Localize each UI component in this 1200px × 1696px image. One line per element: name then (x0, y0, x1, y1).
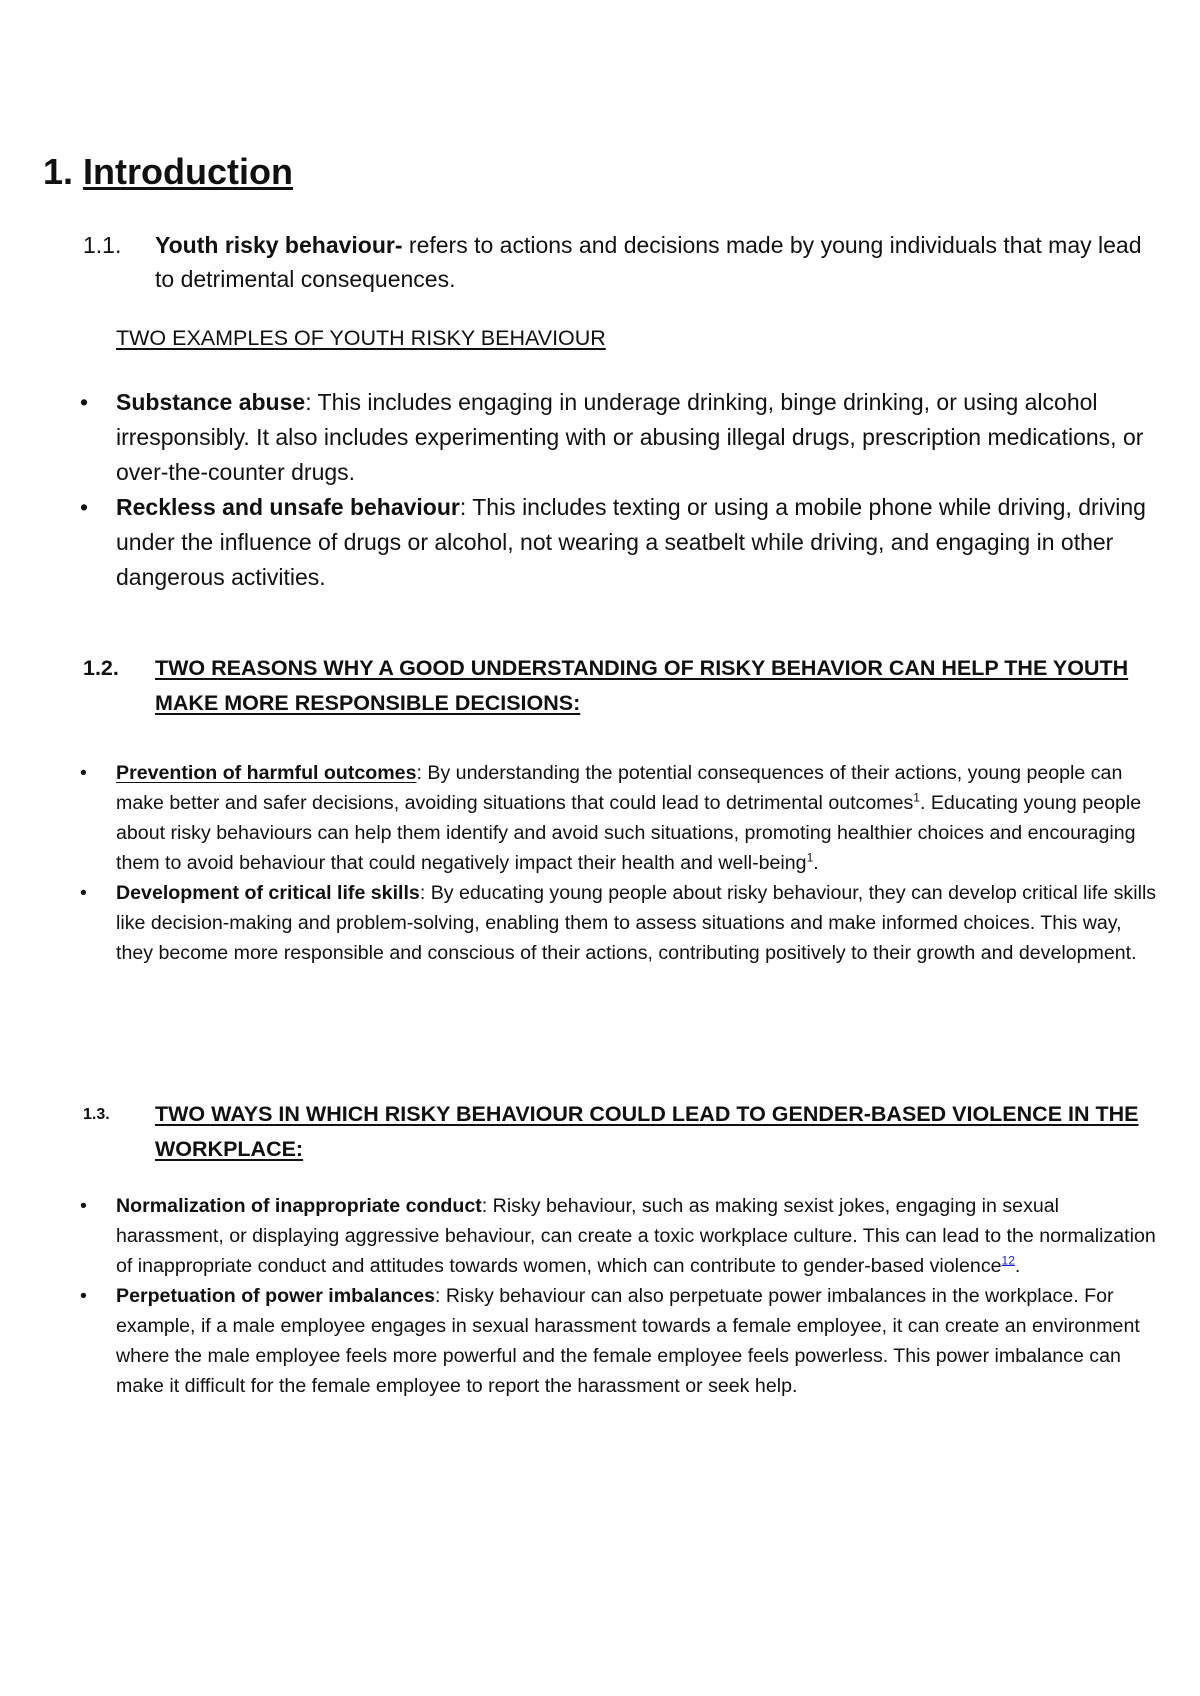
ways-list (80, 1191, 1164, 1401)
section-body (155, 228, 1160, 296)
title-number: 1. (43, 151, 74, 192)
bullet-icon: • (80, 1195, 87, 1217)
section-heading-text: TWO WAYS IN WHICH RISKY BEHAVIOUR COULD LEAD TO GENDER-BASED VIOLENCE IN THE WORKPLACE: (155, 1102, 1139, 1161)
section-number: 1.3. (83, 1106, 110, 1123)
section-1-1 (83, 228, 1160, 296)
list-item (80, 490, 1164, 595)
reasons-list (80, 758, 1164, 968)
list-item (80, 385, 1164, 490)
examples-heading: TWO EXAMPLES OF YOUTH RISKY BEHAVIOUR (116, 326, 606, 350)
bullet-icon: • (80, 494, 89, 520)
item-label: Reckless and unsafe behaviour (116, 494, 460, 520)
defined-term: Youth risky behaviour- (155, 232, 403, 258)
item-label: Perpetuation of power imbalances (116, 1285, 436, 1307)
section-1-3-heading (83, 1097, 1160, 1167)
item-text: : By understanding the potential consequences of their actions, young people can make better and safer decisions, avoiding situations that could lead to detrimental outcomes (116, 762, 1123, 814)
section-heading-text: TWO REASONS WHY A GOOD UNDERSTANDING OF RISKY BEHAVIOR CAN HELP THE YOUTH MAKE MORE RESPONSIBLE DECISIONS: (155, 656, 1129, 715)
item-text: . Educating young people about risky behaviours can help them identify and avoid such situations, promoting healthier choices and encouraging them to avoid behaviour that could negatively impact their health and well-being (116, 792, 1142, 874)
item-text: : Risky behaviour, such as making sexist jokes, engaging in sexual harassment, or displaying aggressive behaviour, can create a toxic workplace culture. This can lead to the normalization of inappropriate conduct and attitudes towards women, which can contribute to gender-based violence (116, 1195, 1156, 1277)
item-label: Normalization of inappropriate conduct (116, 1195, 482, 1217)
title-text: Introduction (83, 151, 293, 192)
section-number: 1.1. (83, 232, 122, 258)
section-number: 1.2. (83, 656, 119, 680)
bullet-icon: • (80, 882, 87, 904)
bullet-icon: • (80, 389, 89, 415)
list-item (80, 878, 1164, 968)
item-label: Prevention of harmful outcomes (116, 762, 417, 784)
definition-text: refers to actions and decisions made by young individuals that may lead to detrimental consequences. (155, 232, 1142, 292)
footnote-ref: 1 (913, 790, 920, 805)
footnote-ref: 1 (806, 850, 814, 865)
item-label: Substance abuse (116, 389, 306, 415)
page-title (43, 152, 293, 192)
footnote-link[interactable]: 12 (1001, 1253, 1015, 1268)
list-item (80, 758, 1164, 878)
item-text: : This includes texting or using a mobile phone while driving, driving under the influence of drugs or alcohol, not wearing a seatbelt while driving, and engaging in other dangerous activities. (116, 494, 1146, 590)
section-1-2-heading (83, 651, 1160, 721)
item-label: Development of critical life skills (116, 882, 420, 904)
item-text: . (1014, 1255, 1021, 1277)
item-text: : Risky behaviour can also perpetuate power imbalances in the workplace. For example, if a male employee engages in sexual harassment towards a female employee, it can create an environment where the male employee feels more powerful and the female employee feels powerless. This power imbalance can make it difficult for the female employee to report the harassment or seek help. (116, 1285, 1140, 1397)
bullet-icon: • (80, 762, 87, 784)
bullet-icon: • (80, 1285, 87, 1307)
list-item (80, 1191, 1164, 1281)
examples-list (80, 385, 1164, 595)
item-text: : By educating young people about risky behaviour, they can develop critical life skills like decision-making and problem-solving, enabling them to assess situations and make informed choices. This way, they become more responsible and conscious of their actions, contributing positively to their growth and development. (116, 882, 1157, 964)
item-text: : This includes engaging in underage drinking, binge drinking, or using alcohol irresponsibly. It also includes experimenting with or abusing illegal drugs, prescription medications, or over-the-counter drugs. (116, 389, 1144, 485)
list-item (80, 1281, 1164, 1401)
item-text: . (813, 852, 819, 874)
